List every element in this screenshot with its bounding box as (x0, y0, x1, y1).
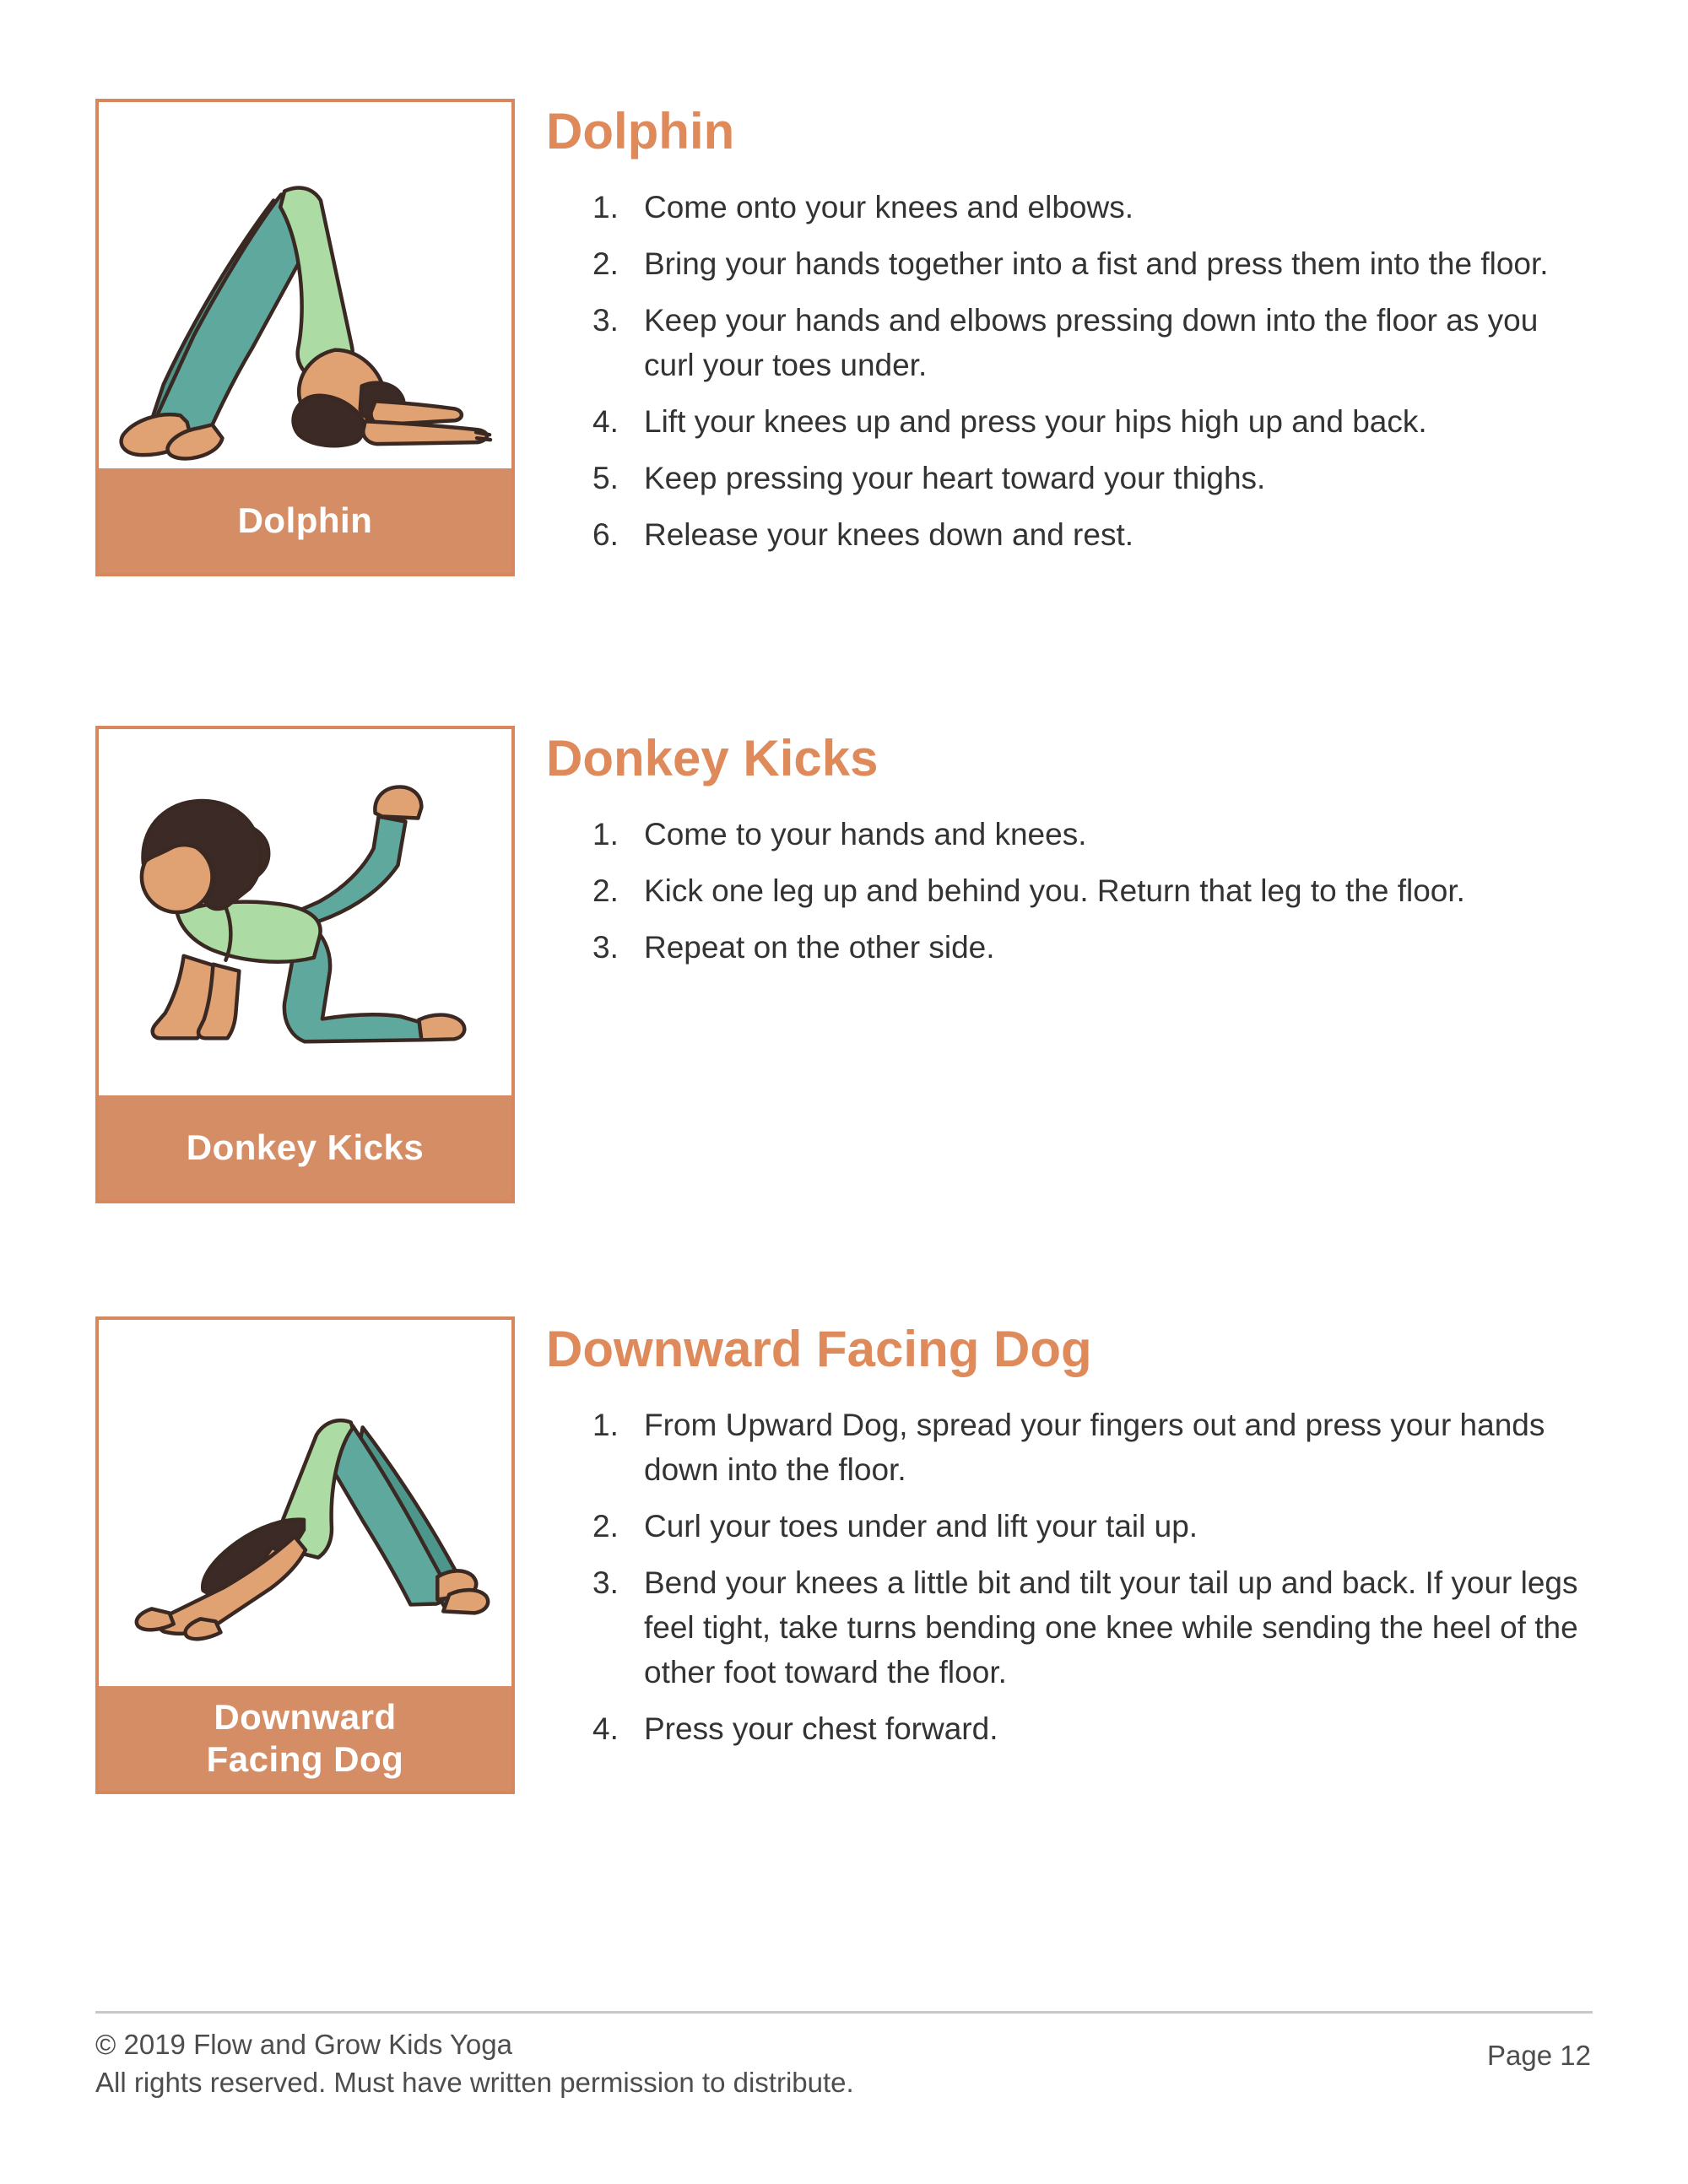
pose-heading: Dolphin (546, 103, 735, 159)
pose-step (592, 1504, 1593, 1549)
step-number: 1. (592, 1408, 619, 1442)
step-text: Release your knees down and rest. (644, 517, 1134, 552)
kneeling-foot (419, 1015, 464, 1041)
step-number: 2. (592, 1509, 619, 1543)
pose-step (592, 512, 1593, 557)
downward-facing-dog-figure (137, 1420, 488, 1639)
step-text: Kick one leg up and behind you. Return that leg to the floor. (644, 873, 1465, 908)
pose-step (592, 298, 1593, 387)
pose-steps-list (592, 185, 1593, 557)
step-text: Keep pressing your heart toward your thighs. (644, 461, 1266, 495)
step-number: 3. (592, 930, 619, 965)
pose-section-downward-facing-dog (95, 1316, 1593, 1794)
pose-card-dolphin (95, 99, 515, 576)
pose-instructions-downward-facing-dog (544, 1316, 1593, 1763)
pose-instructions-dolphin (544, 99, 1593, 569)
forearm (363, 421, 487, 444)
step-text: Lift your knees up and press your hips high up and back. (644, 404, 1427, 439)
hand (137, 1608, 174, 1630)
step-text: From Upward Dog, spread your fingers out and press your hands down into the floor. (644, 1408, 1545, 1487)
front-leg (153, 194, 306, 449)
front-leg (332, 1425, 446, 1604)
copyright-line1: © 2019 Flow and Grow Kids Yoga (95, 2029, 512, 2060)
pose-heading: Donkey Kicks (546, 730, 879, 787)
step-text: Come to your hands and knees. (644, 817, 1087, 851)
pose-instructions-donkey-kicks (544, 726, 1593, 981)
pose-steps-list (592, 1403, 1593, 1751)
pose-card-donkey-kicks (95, 726, 515, 1203)
dolphin-pose-illustration (99, 102, 511, 468)
donkey-kicks-figure (142, 787, 464, 1041)
footer-divider (95, 2011, 1593, 2014)
kicked-foot (375, 787, 421, 818)
step-text: Keep your hands and elbows pressing down into the floor as you curl your toes under. (644, 303, 1539, 382)
step-text: Repeat on the other side. (644, 930, 995, 965)
dolphin-pose-svg (99, 102, 511, 468)
step-number: 4. (592, 404, 619, 439)
pose-card-label-text: Facing Dog (206, 1739, 404, 1779)
pose-card-label (99, 468, 511, 573)
pose-step (592, 812, 1593, 857)
step-text: Press your chest forward. (644, 1711, 998, 1746)
copyright-block (95, 2025, 854, 2101)
pose-step (592, 1706, 1593, 1751)
pose-card-label-text: Dolphin (237, 500, 373, 540)
step-text: Bend your knees a little bit and tilt your tail up and back. If your legs feel tight, take turns bending one knee while sending the heel of the other foot toward the floor. (644, 1565, 1578, 1689)
pose-step (592, 241, 1593, 286)
pose-step (592, 868, 1593, 913)
pose-step (592, 185, 1593, 230)
copyright-line2: All rights reserved. Must have written permission to distribute. (95, 2067, 854, 2098)
pose-card-label-text: Donkey Kicks (186, 1127, 425, 1167)
pose-step (592, 925, 1593, 970)
step-text: Come onto your knees and elbows. (644, 190, 1134, 224)
step-text: Curl your toes under and lift your tail up. (644, 1509, 1198, 1543)
pose-step (592, 399, 1593, 444)
donkey-kicks-pose-illustration (99, 729, 511, 1095)
step-number: 5. (592, 461, 619, 495)
pose-step (592, 456, 1593, 500)
pose-heading: Downward Facing Dog (546, 1321, 1092, 1377)
dolphin-figure (122, 187, 490, 458)
step-number: 2. (592, 246, 619, 281)
downward-facing-dog-pose-svg (99, 1320, 511, 1686)
foot (443, 1590, 488, 1613)
page-number: Page 12 (1487, 2040, 1591, 2071)
shirt (177, 902, 321, 962)
kicked-leg (291, 817, 405, 927)
pose-section-dolphin (95, 99, 1593, 576)
step-number: 4. (592, 1711, 619, 1746)
pose-step (592, 1403, 1593, 1492)
step-number: 3. (592, 1565, 619, 1600)
step-text: Bring your hands together into a fist and press them into the floor. (644, 246, 1549, 281)
step-number: 1. (592, 817, 619, 851)
donkey-kicks-pose-svg (99, 729, 511, 1095)
pose-steps-list (592, 812, 1593, 970)
pose-card-label-text: Downward (214, 1697, 397, 1737)
pose-card-label (99, 1686, 511, 1791)
step-number: 3. (592, 303, 619, 338)
step-number: 2. (592, 873, 619, 908)
pose-card-label (99, 1095, 511, 1200)
step-number: 1. (592, 190, 619, 224)
step-number: 6. (592, 517, 619, 552)
downward-facing-dog-pose-illustration (99, 1320, 511, 1686)
pose-step (592, 1560, 1593, 1695)
pose-card-downward-facing-dog (95, 1316, 515, 1794)
pose-section-donkey-kicks (95, 726, 1593, 1203)
